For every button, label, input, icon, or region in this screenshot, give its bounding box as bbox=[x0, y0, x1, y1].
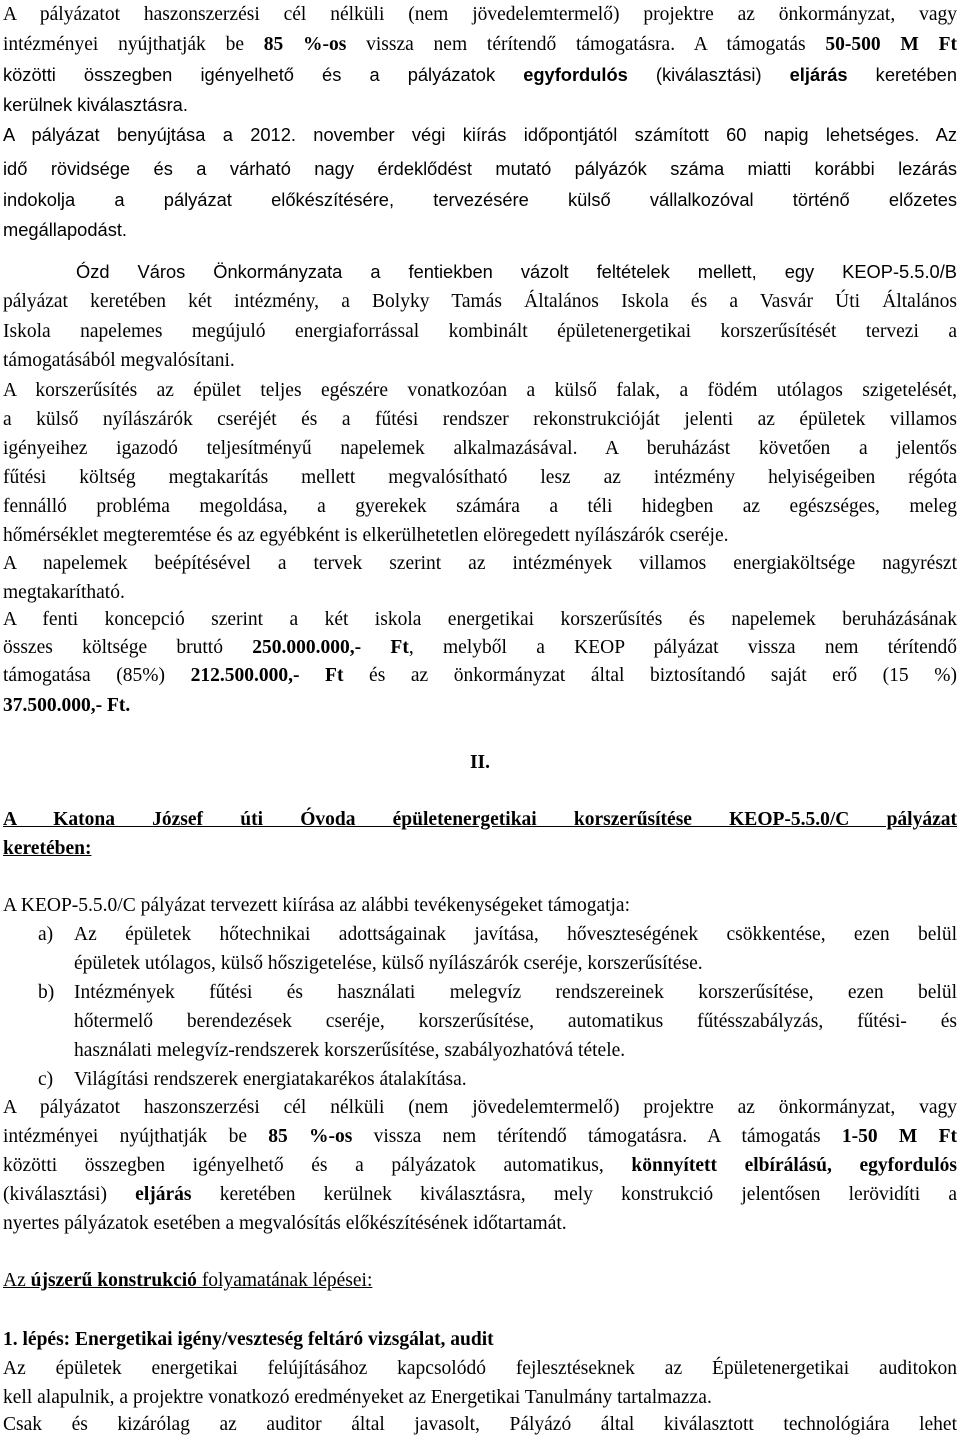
text: kerülnek kiválasztásra. bbox=[3, 94, 188, 115]
text: nyertes pályázatok esetében a megvalósítás előkészítésének időtartamát. bbox=[3, 1213, 567, 1234]
total-cost: 250.000.000,- Ft bbox=[252, 637, 409, 658]
text: hőmérséklet megteremtése és az egyébként is elkerülhetetlen elöregedett nyílászárók cseréje. bbox=[3, 525, 729, 546]
highlight-amount: 50-500 M Ft bbox=[825, 34, 957, 55]
text: támogatása (85%) bbox=[3, 665, 191, 686]
list-marker-b: b) bbox=[38, 982, 55, 1003]
paragraph-line bbox=[3, 434, 957, 464]
text: Az bbox=[3, 1270, 31, 1291]
list-item bbox=[74, 978, 957, 1008]
paragraph-line bbox=[3, 30, 957, 60]
paragraph-line bbox=[3, 60, 957, 90]
paragraph-line bbox=[3, 0, 957, 30]
text: idő rövidsége és a várható nagy érdeklődést mutató pályázók száma miatti korábbi lezárás bbox=[3, 158, 957, 179]
list-item bbox=[74, 1007, 957, 1037]
text: vissza nem térítendő támogatásra. A támogatás bbox=[346, 34, 826, 55]
text: Intézmények fűtési és használati melegvíz rendszereinek korszerűsítése, ezen belül bbox=[74, 982, 957, 1003]
section-title bbox=[3, 834, 957, 864]
text: megtakarítható. bbox=[3, 582, 125, 603]
text: megállapodást. bbox=[3, 219, 127, 240]
paragraph-line bbox=[3, 90, 957, 120]
text: A fenti koncepció szerint a két iskola energetikai korszerűsítés és napelemek beruházásának bbox=[3, 609, 957, 630]
text: Csak és kizárólag az auditor által javasolt, Pályázó által kiválasztott technológiára lehet bbox=[3, 1414, 957, 1435]
paragraph-line bbox=[3, 605, 957, 635]
text: támogatásából megvalósítani. bbox=[3, 350, 235, 371]
text: közötti összegben igényelhető és a pályázatok automatikus, bbox=[3, 1155, 632, 1176]
section-title bbox=[3, 805, 957, 835]
list-item bbox=[74, 1036, 957, 1066]
text: , melyből a KEOP pályázat vissza nem térítendő bbox=[408, 637, 957, 658]
text: Világítási rendszerek energiatakarékos átalakítása. bbox=[74, 1069, 467, 1090]
paragraph-line bbox=[3, 154, 957, 184]
text: keretében bbox=[847, 64, 957, 85]
paragraph-line bbox=[3, 1093, 957, 1123]
text: fennálló probléma megoldása, a gyerekek számára a téli hidegben az egészséges, meleg bbox=[3, 496, 957, 517]
list-marker-a: a) bbox=[38, 924, 54, 945]
text: indokolja a pályázat előkészítésére, tervezésére külső vállalkozóval történő előzetes bbox=[3, 189, 957, 210]
list-item bbox=[74, 949, 957, 979]
text: A Katona József úti Óvoda épületenergetikai korszerűsítése KEOP-5.5.0/C pályázat bbox=[3, 809, 957, 830]
text: II. bbox=[469, 752, 491, 773]
paragraph-line bbox=[3, 317, 957, 347]
text: a külső nyílászárók cseréjét és a fűtési rendszer rekonstrukcióját jelenti az épületek villamos bbox=[3, 409, 957, 430]
paragraph-line bbox=[3, 661, 957, 691]
text: A pályázatot haszonszerzési cél nélküli (nem jövedelemtermelő) projektre az önkormányzat, vagy bbox=[3, 4, 957, 25]
highlight-amount: 1-50 M Ft bbox=[841, 1126, 957, 1147]
paragraph-line bbox=[3, 1354, 957, 1384]
list-marker-c: c) bbox=[38, 1069, 54, 1090]
step-title bbox=[3, 1325, 957, 1355]
paragraph-line bbox=[3, 215, 957, 245]
section-numeral bbox=[3, 748, 957, 778]
highlight: könnyített elbírálású, egyfordulós bbox=[631, 1155, 957, 1176]
paragraph-line bbox=[3, 1383, 957, 1413]
highlight-percent: 85 %-os bbox=[263, 34, 347, 55]
text: keretében: bbox=[3, 838, 92, 859]
paragraph-line bbox=[3, 287, 957, 317]
list-item bbox=[74, 1065, 957, 1095]
paragraph-line bbox=[3, 1180, 957, 1210]
text: használati melegvíz-rendszerek korszerűsítése, szabályozhatóvá tétele. bbox=[74, 1040, 626, 1061]
paragraph-line bbox=[3, 376, 957, 406]
text: keretében kerülnek kiválasztásra, mely konstrukció jelentősen lerövidíti a bbox=[191, 1184, 957, 1205]
highlight: eljárás bbox=[135, 1184, 192, 1205]
text: hőtermelő berendezések cseréje, korszerűsítése, automatikus fűtésszabályzás, fűtési- és bbox=[74, 1011, 957, 1032]
highlight: eljárás bbox=[789, 64, 848, 85]
paragraph-line bbox=[3, 633, 957, 663]
text: (kiválasztási) bbox=[627, 64, 790, 85]
text: igényeihez igazodó teljesítményű napelemek alkalmazásával. A beruházást követően a jelentős bbox=[3, 438, 957, 459]
text: közötti összegben igényelhető és a pályázatok bbox=[3, 64, 524, 85]
text: Iskola napelemes megújuló energiaforrással kombinált épületenergetikai korszerűsítését tervezi a bbox=[3, 321, 957, 342]
text: Ózd Város Önkormányzata a fentiekben vázolt feltételek mellett, egy KEOP-5.5.0/B bbox=[76, 261, 957, 282]
steps-heading bbox=[3, 1266, 957, 1296]
paragraph-line bbox=[3, 463, 957, 493]
text: kell alapulnik, a projektre vonatkozó eredményeket az Energetikai Tanulmány tartalmazza. bbox=[3, 1387, 712, 1408]
paragraph-line bbox=[3, 521, 957, 551]
list-item bbox=[74, 920, 957, 950]
text: A korszerűsítés az épület teljes egészére vonatkozóan a külső falak, a födém utólagos szigetelését, bbox=[3, 380, 957, 401]
paragraph-line bbox=[3, 120, 957, 150]
highlight-percent: 85 %-os bbox=[268, 1126, 353, 1147]
text: 1. lépés: Energetikai igény/veszteség feltáró vizsgálat, audit bbox=[3, 1329, 494, 1350]
text: Az épületek hőtechnikai adottságainak javítása, hőveszteségének csökkentése, ezen belül bbox=[74, 924, 957, 945]
text: (kiválasztási) bbox=[3, 1184, 136, 1205]
list-intro bbox=[3, 891, 957, 921]
paragraph-line bbox=[3, 1410, 957, 1440]
grant-amount: 212.500.000,- Ft bbox=[190, 665, 344, 686]
text: A KEOP-5.5.0/C pályázat tervezett kiírása az alábbi tevékenységeket támogatja: bbox=[3, 895, 631, 916]
text: folyamatának lépései: bbox=[196, 1270, 373, 1291]
paragraph-line bbox=[3, 492, 957, 522]
text: pályázat keretében két intézmény, a Bolyky Tamás Általános Iskola és a Vasvár Úti Általános bbox=[3, 291, 957, 312]
paragraph-line bbox=[3, 1122, 957, 1152]
highlight: újszerű konstrukció bbox=[30, 1270, 197, 1291]
text: A napelemek beépítésével a tervek szerint az intézmények villamos energiaköltsége nagyrészt bbox=[3, 553, 957, 574]
text: Az épületek energetikai felújításához kapcsolódó fejlesztéseknek az Épületenergetikai auditokon bbox=[3, 1358, 957, 1379]
paragraph-line bbox=[3, 578, 957, 608]
paragraph-line bbox=[76, 257, 957, 287]
text: 37.500.000,- Ft. bbox=[3, 695, 131, 716]
text: összes költsége bruttó bbox=[3, 637, 253, 658]
text: intézményei nyújthatják be bbox=[3, 1126, 269, 1147]
text: épületek utólagos, külső hőszigetelése, külső nyílászárók cseréje, korszerűsítése. bbox=[74, 953, 703, 974]
paragraph-line bbox=[3, 1151, 957, 1181]
text: vissza nem térítendő támogatásra. A támogatás bbox=[352, 1126, 842, 1147]
text: A pályázat benyújtása a 2012. november végi kiírás időpontjától számított 60 napig lehetséges. Az bbox=[3, 124, 957, 145]
paragraph-line bbox=[3, 405, 957, 435]
text: A pályázatot haszonszerzési cél nélküli (nem jövedelemtermelő) projektre az önkormányzat, vagy bbox=[3, 1097, 957, 1118]
paragraph-line bbox=[3, 185, 957, 215]
paragraph-line bbox=[3, 1209, 957, 1239]
highlight: egyfordulós bbox=[523, 64, 628, 85]
text: intézményei nyújthatják be bbox=[3, 34, 264, 55]
text: fűtési költség megtakarítás mellett megvalósítható lesz az intézmény helyiségeiben régóta bbox=[3, 467, 957, 488]
own-contribution-amount bbox=[3, 691, 957, 721]
paragraph-line bbox=[3, 549, 957, 579]
text: és az önkormányzat által biztosítandó saját erő (15 %) bbox=[343, 665, 957, 686]
paragraph-line bbox=[3, 346, 957, 376]
